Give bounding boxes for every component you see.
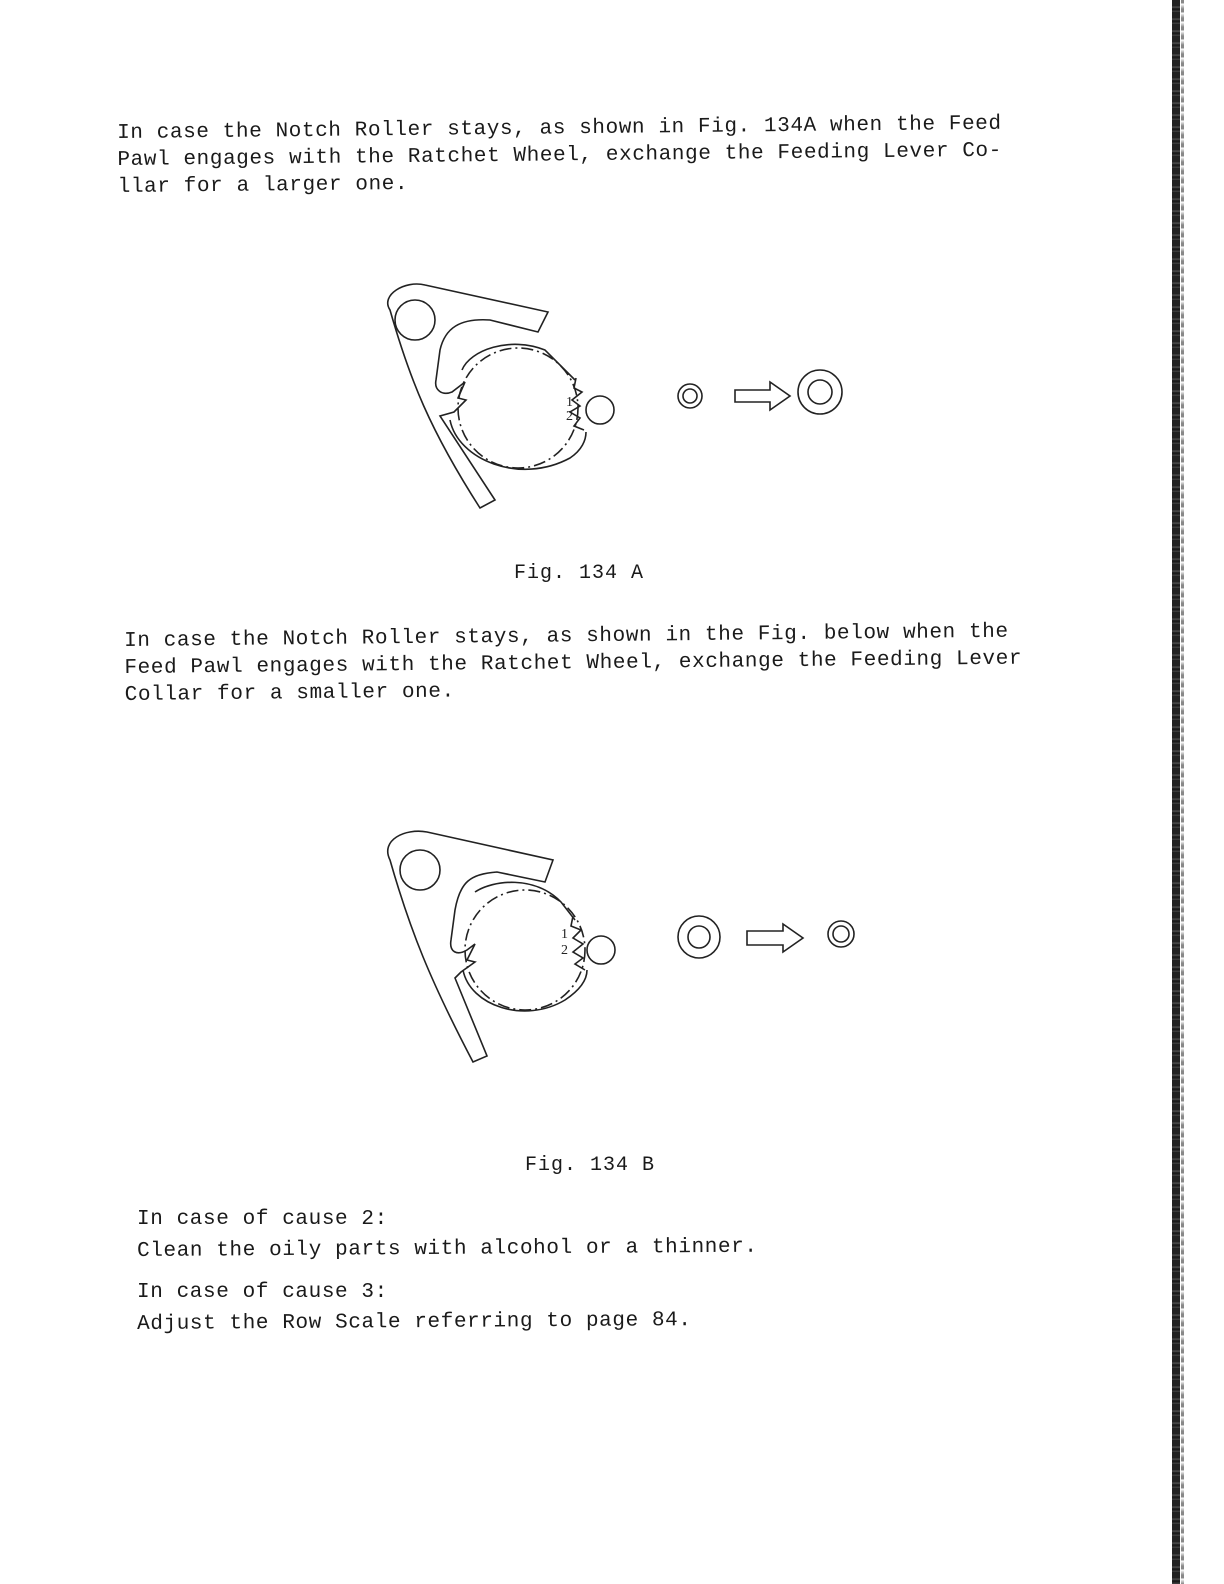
cause-3-remedy: Adjust the Row Scale referring to page 84. — [137, 1309, 692, 1336]
feeding-lever — [388, 831, 553, 1062]
position-label-2: 2 — [566, 409, 573, 424]
paragraph-smaller-collar: In case the Notch Roller stays, as shown in the Fig. below when the Feed Pawl engages with the Ratchet Wheel, exchange the Feeding Lever Collar for a smaller one. — [124, 620, 1023, 707]
small-collar-inner — [683, 389, 697, 403]
lever-pivot-hole — [395, 300, 435, 340]
large-collar-outer — [798, 370, 842, 414]
cause-2-remedy: Clean the oily parts with alcohol or a thinner. — [137, 1235, 758, 1263]
cause-3-heading: In case of cause 3: — [137, 1281, 388, 1304]
cause-2-heading: In case of cause 2: — [137, 1208, 388, 1231]
position-label-1: 1 — [561, 927, 568, 942]
scan-edge — [1172, 0, 1180, 1584]
position-label-1: 1 — [566, 395, 573, 410]
exchange-arrow — [735, 382, 790, 410]
large-collar-inner — [688, 926, 710, 948]
lever-pivot-hole — [400, 850, 440, 890]
exchange-arrow — [747, 924, 803, 952]
paragraph-larger-collar: In case the Notch Roller stays, as shown in Fig. 134A when the Feed Pawl engages with the Ratchet Wheel, exchange the Feeding Lever Co- llar for a larger one. — [117, 112, 1003, 199]
large-collar-outer — [678, 916, 720, 958]
small-collar-inner — [833, 926, 849, 942]
feeding-lever — [388, 284, 548, 508]
notch-teeth — [571, 916, 585, 970]
position-label-2: 2 — [561, 943, 568, 958]
figure-134b-caption: Fig. 134 B — [525, 1154, 656, 1177]
figure-134b-diagram — [375, 820, 865, 1070]
figure-134a-diagram — [370, 270, 860, 520]
small-collar-outer — [678, 384, 702, 408]
large-collar-inner — [808, 380, 832, 404]
figure-134a-caption: Fig. 134 A — [514, 562, 645, 585]
notch-roller — [586, 396, 614, 424]
small-collar-outer — [828, 921, 854, 947]
ratchet-wheel-outer — [462, 344, 575, 380]
notch-roller — [587, 936, 615, 964]
scan-edge-shadow — [1181, 0, 1184, 1584]
